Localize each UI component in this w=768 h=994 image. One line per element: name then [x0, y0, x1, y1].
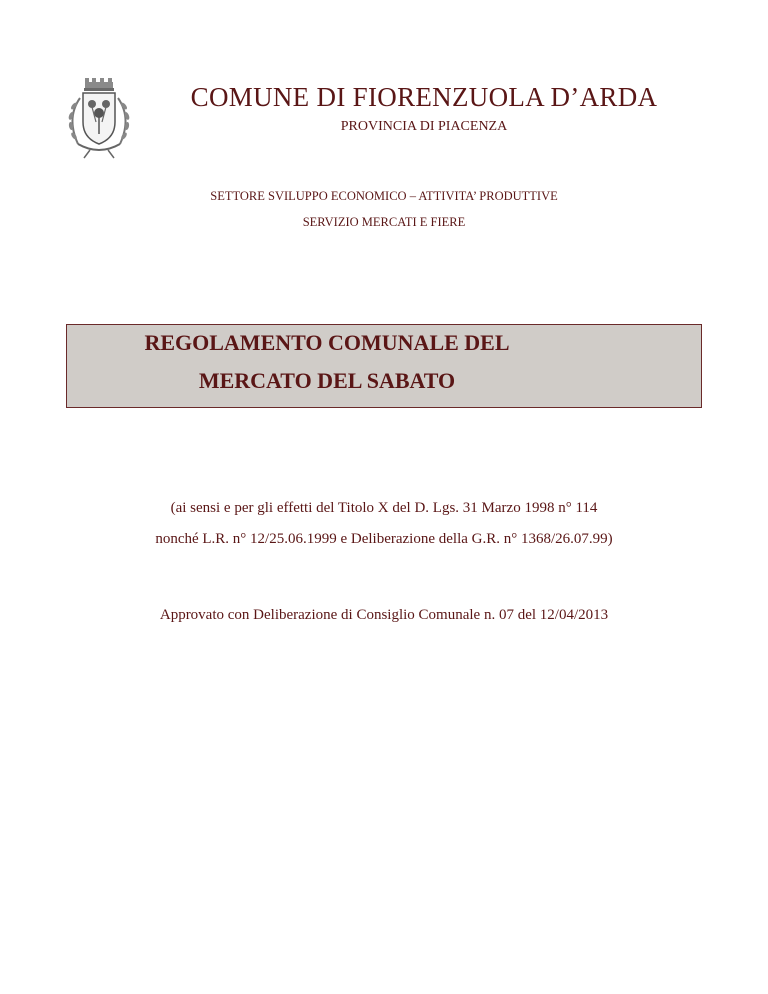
legal-reference-line2: nonché L.R. n° 12/25.06.1999 e Deliberazione della G.R. n° 1368/26.07.99) — [155, 531, 613, 547]
province-name: PROVINCIA DI PIACENZA — [340, 119, 508, 134]
department-service: SERVIZIO MERCATI E FIERE — [302, 215, 466, 229]
department-sector: SETTORE SVILUPPO ECONOMICO – ATTIVITA’ PRODUTTIVE — [210, 189, 558, 203]
document-title-line2: MERCATO DEL SABATO — [198, 368, 456, 393]
approval-note: Approvato con Deliberazione di Consiglio Comunale n. 07 del 12/04/2013 — [159, 607, 609, 623]
municipality-name: COMUNE DI FIORENZUOLA D’ARDA — [190, 82, 658, 112]
legal-reference-line1: (ai sensi e per gli effetti del Titolo X del D. Lgs. 31 Marzo 1998 n° 114 — [170, 500, 598, 516]
document-title-line1: REGOLAMENTO COMUNALE DEL — [144, 330, 510, 355]
document-title-box — [66, 324, 702, 408]
